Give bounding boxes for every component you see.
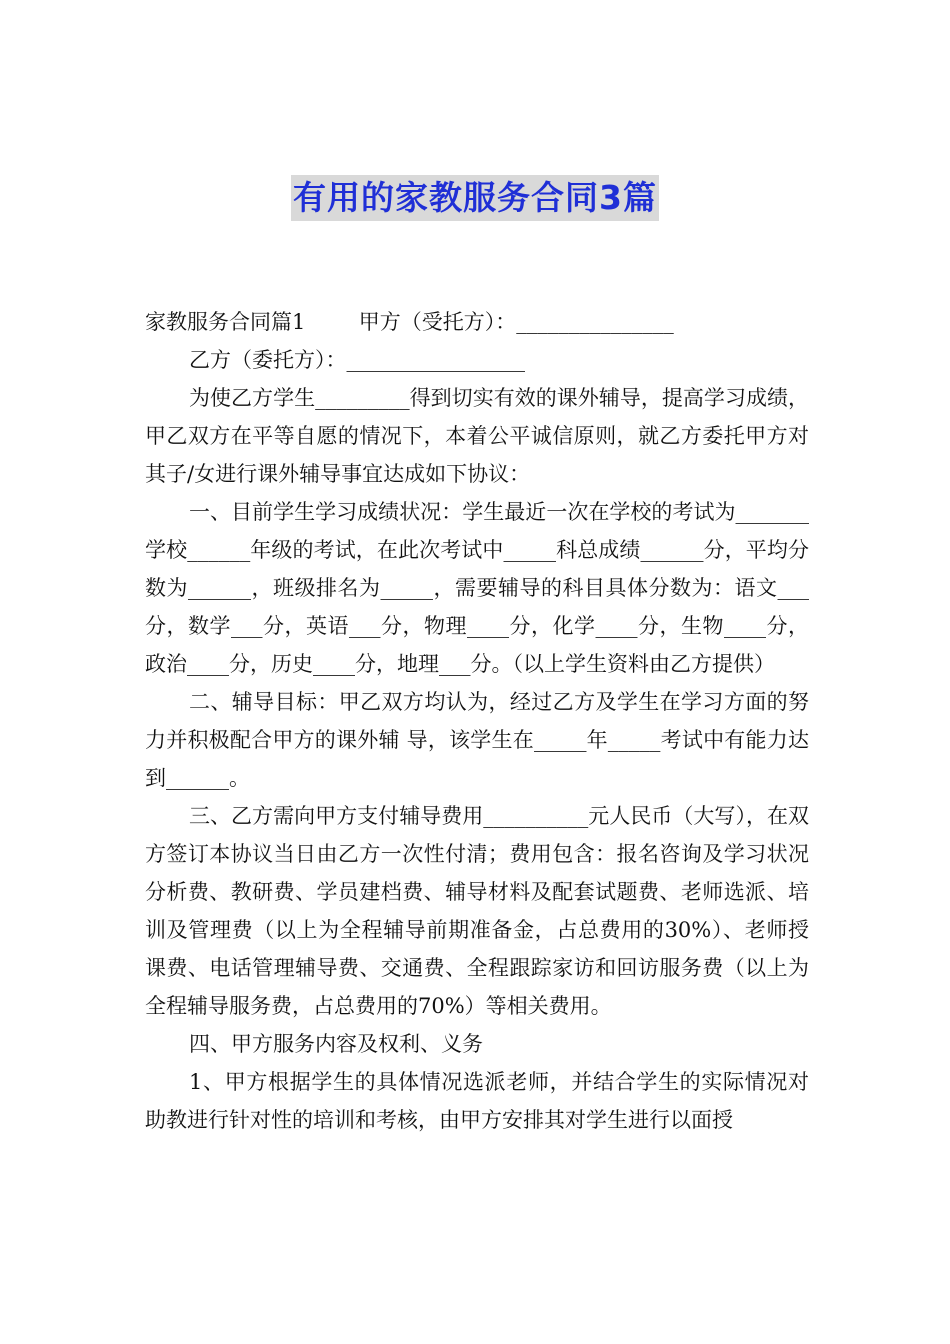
paragraph-clause-3: 三、乙方需向甲方支付辅导费用__________元人民币（大写），在双方签订本协议当日由乙方一次性付清；费用包含：报名咨询及学习状况分析费、教研费、学员建档费、辅导材料及配套试题费、老师选派、培训及管理费（以上为全程辅导前期准备金，占总费用的30%）、老师授课费、电话管理辅导费、交通费、全程跟踪家访和回访服务费（以上为全程辅导服务费，占总费用的70%）等相关费用。 — [145, 804, 809, 1018]
paragraph-purpose: 为使乙方学生_________得到切实有效的课外辅导，提高学习成绩，甲乙双方在平等自愿的情况下，本着公平诚信原则，就乙方委托甲方对其子/女进行课外辅导事宜达成如下协议： — [145, 386, 809, 486]
paragraph-contract-header: 家教服务合同篇1 甲方（受托方）：_______________ — [145, 310, 674, 334]
document-body — [145, 303, 809, 1139]
document-title: 有用的家教服务合同3篇 — [291, 175, 659, 221]
paragraph-clause-1: 一、目前学生学习成绩状况：学生最近一次在学校的考试为_______学校______年级的考试，在此次考试中_____科总成绩______分，平均分数为______，班级排名为_____，需要辅导的科目具体分数为：语文___分，数学___分，英语___分，物理____分，化学____分，生物____分，政治____分，历史____分，地理___分。（以上学生资料由乙方提供） — [145, 500, 809, 676]
paragraph-clause-4-1: 1、甲方根据学生的具体情况选派老师，并结合学生的实际情况对助教进行针对性的培训和考核，由甲方安排其对学生进行以面授 — [145, 1070, 809, 1132]
paragraph-clause-2: 二、辅导目标：甲乙双方均认为，经过乙方及学生在学习方面的努力并积极配合甲方的课外辅 导，该学生在_____年_____考试中有能力达到______。 — [145, 690, 809, 790]
paragraph-party-b: 乙方（委托方）：_________________ — [189, 348, 525, 372]
document-title-block — [0, 175, 950, 221]
paragraph-clause-4-heading: 四、甲方服务内容及权利、义务 — [189, 1032, 483, 1056]
